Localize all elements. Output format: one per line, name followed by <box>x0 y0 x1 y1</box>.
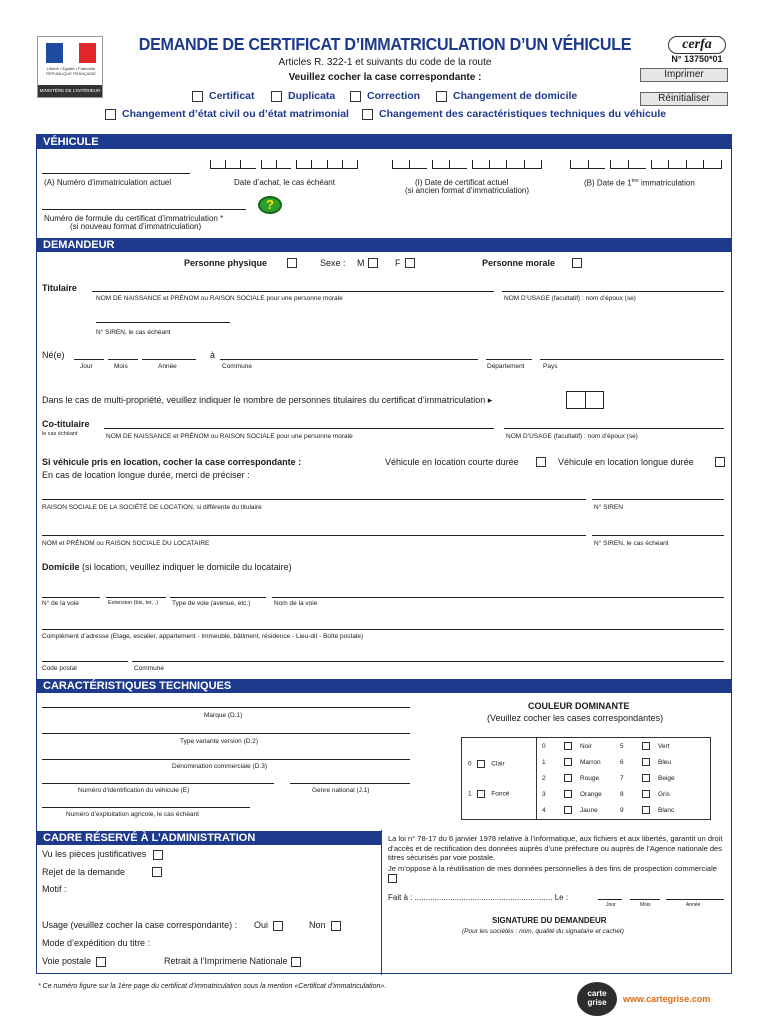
fait-jour-field[interactable] <box>598 892 622 900</box>
cerfa-number: N° 13750*01 <box>671 54 723 64</box>
numero-formule-field[interactable] <box>42 202 246 210</box>
pieces-checkbox[interactable] <box>153 850 163 860</box>
couleur-table <box>461 737 711 820</box>
label-marque: Marque (D.1) <box>204 712 243 719</box>
label-motif: Motif : <box>42 884 67 894</box>
label-non: Non <box>309 920 326 930</box>
nom-voie-field[interactable] <box>272 590 724 598</box>
label-titulaire-nom: NOM DE NAISSANCE et PRÉNOM ou RAISON SOCIALE pour une personne morale <box>96 295 343 302</box>
label-nom-voie: Nom de la voie <box>274 600 318 607</box>
color-row[interactable]: 1 Marron 6 Bleu <box>542 758 672 766</box>
color-row[interactable]: 4 Jaune 9 Blanc <box>542 806 675 814</box>
fait-mois-field[interactable] <box>630 892 660 900</box>
label-pieces: Vu les pièces justificatives <box>42 849 147 859</box>
label-cotitulaire: Co-titulaire <box>42 419 90 429</box>
label-mois: Mois <box>114 363 128 370</box>
label-annee: Année <box>158 363 177 370</box>
naissance-pays-field[interactable] <box>540 352 724 360</box>
label-personne-physique: Personne physique <box>184 258 268 268</box>
titulaire-usage-field[interactable] <box>502 284 724 292</box>
label-numero-formule-2: (si nouveau format d’immatriculation) <box>70 222 202 231</box>
label-multi-propriete: Dans le cas de multi-propriété, veuillez indiquer le nombre de personnes titulaires du certificat d’immatriculation ▸ <box>42 395 493 405</box>
cerfa-logo: cerfa <box>668 36 726 54</box>
fait-a: Fait à : .............................................................. Le : <box>388 893 569 902</box>
type-variante-field[interactable] <box>42 726 410 734</box>
checkbox <box>564 742 572 750</box>
option-correction[interactable]: Correction <box>350 90 420 102</box>
option-changement-caracteristiques[interactable]: Changement des caractéristiques techniques du véhicule <box>362 108 666 120</box>
label-date-achat: Date d’achat, le cas échéant <box>234 178 335 187</box>
label-pays: Pays <box>543 363 558 370</box>
checkbox <box>477 790 485 798</box>
label-usage: Usage (veuillez cocher la case correspondante) : <box>42 920 238 930</box>
label-locataire-siren: N° SIREN, le cas échéant <box>594 540 669 547</box>
sexe-f-checkbox[interactable] <box>405 258 415 268</box>
naissance-commune-field[interactable] <box>220 352 478 360</box>
complement-adresse-field[interactable] <box>42 622 724 630</box>
titulaire-nom-field[interactable] <box>92 284 494 292</box>
marque-field[interactable] <box>42 700 410 708</box>
label-cotitulaire-nom: NOM DE NAISSANCE et PRÉNOM ou RAISON SOCIALE pour une personne morale <box>106 433 353 440</box>
fait-annee-field[interactable] <box>666 892 724 900</box>
label-sexe-f: F <box>395 258 401 268</box>
reset-button[interactable]: Réinitialiser <box>640 92 728 106</box>
label-denomination: Dénomination commerciale (D.3) <box>172 763 268 770</box>
naissance-jour-field[interactable] <box>74 352 104 360</box>
section-vehicule-header: VÉHICULE <box>37 135 731 149</box>
label-date-certificat-1: (I) Date de certificat actuel <box>415 178 509 187</box>
print-button[interactable]: Imprimer <box>640 68 728 82</box>
form-instruction: Veuillez cocher la case correspondante : <box>288 72 482 83</box>
label-exploitation: Numéro d’exploitation agricole, le cas échéant <box>66 811 199 818</box>
label-genre: Genre national (J.1) <box>312 787 370 794</box>
label-vin: Numéro d’identification du véhicule (E) <box>78 787 190 794</box>
option-changement-domicile[interactable]: Changement de domicile <box>436 90 577 102</box>
help-icon[interactable]: ? <box>258 196 282 214</box>
option-certificat[interactable]: Certificat <box>192 90 255 102</box>
checkbox <box>564 790 572 798</box>
label-date-certificat-2: (si ancien format d’immatriculation) <box>405 186 530 195</box>
label-societe-siren: N° SIREN <box>594 504 623 511</box>
checkbox <box>642 742 650 750</box>
date-premiere-immat-field[interactable] <box>570 160 722 174</box>
societe-location-field[interactable] <box>42 492 586 500</box>
sexe-m-checkbox[interactable] <box>368 258 378 268</box>
titulaire-siren-field[interactable] <box>96 315 230 323</box>
label-titulaire-usage: NOM D’USAGE (facultatif) : nom d’époux (se) <box>504 295 636 302</box>
couleur-grid <box>542 742 702 822</box>
label-rejet: Rejet de la demande <box>42 867 126 877</box>
logo-motto: Liberté • Égalité • Fraternité RÉPUBLIQUE FRANÇAISE <box>46 66 96 76</box>
usage-non-checkbox[interactable] <box>331 921 341 931</box>
label-domicile: Domicile (si location, veuillez indiquer le domicile du locataire) <box>42 562 292 572</box>
couleur-subtitle: (Veuillez cocher les cases correspondantes) <box>487 713 664 723</box>
legal-text: La loi n° 78-17 du 6 janvier 1978 relative à l’informatique, aux fichiers et aux libertés, garantit un droit d’accès et de rectification des données auprès d’une préfecture ou auprès de l’Agence nationale des titres sécurisés par voie postale. <box>388 834 723 862</box>
label-fait-annee: Année <box>686 902 701 908</box>
label-departement: Département <box>487 363 525 370</box>
personne-physique-checkbox[interactable] <box>287 258 297 268</box>
label-mode-expedition: Mode d’expédition du titre : <box>42 938 151 948</box>
locataire-siren-field[interactable] <box>592 528 724 536</box>
naissance-annee-field[interactable] <box>142 352 196 360</box>
section-admin-header: CADRE RÉSERVÉ À L’ADMINISTRATION <box>37 831 382 845</box>
color-row[interactable]: 3 Orange 8 Gris <box>542 790 670 798</box>
societe-siren-field[interactable] <box>592 492 724 500</box>
denomination-field[interactable] <box>42 752 410 760</box>
label-date-premiere-immat: (B) Date de 1ère immatriculation <box>584 178 695 188</box>
nombre-titulaires-field[interactable] <box>566 391 604 409</box>
type-voie-field[interactable] <box>170 590 266 598</box>
label-cotitulaire-cas: le cas échéant <box>42 431 78 437</box>
section-caracteristiques-header: CARACTÉRISTIQUES TECHNIQUES <box>37 679 731 693</box>
checkbox <box>477 760 485 768</box>
section-demandeur-header: DEMANDEUR <box>37 238 731 252</box>
label-sexe-m: M <box>357 258 365 268</box>
label-personne-morale: Personne morale <box>482 258 556 268</box>
label-preciser: En cas de location longue durée, merci de préciser : <box>42 470 250 480</box>
label-titulaire-siren: N° SIREN, le cas échéant <box>96 329 171 336</box>
label-fait-mois: Mois <box>640 902 651 908</box>
immatriculation-field[interactable] <box>42 166 190 174</box>
logo-ministry: MINISTÈRE DE L’INTÉRIEUR <box>38 85 102 97</box>
form-title: DEMANDE DE CERTIFICAT D’IMMATRICULATION D’UN VÉHICULE <box>138 34 632 54</box>
opposition-checkbox[interactable] <box>388 874 397 883</box>
vin-field[interactable] <box>42 776 274 784</box>
label-a: à <box>210 350 216 360</box>
color-row[interactable]: 0 Noir 5 Vert <box>542 742 670 750</box>
label-type-variante: Type variante version (D.2) <box>180 738 259 745</box>
footer-note: * Ce numéro figure sur la 1ère page du certificat d’immatriculation sous la mention «Certificat d’immatriculation». <box>38 983 387 990</box>
checkbox <box>642 790 650 798</box>
genre-field[interactable] <box>290 776 410 784</box>
option-duplicata[interactable]: Duplicata <box>271 90 335 102</box>
checkbox[interactable] <box>362 109 373 120</box>
exploitation-field[interactable] <box>42 800 250 808</box>
website-link[interactable]: www.cartegrise.com <box>623 994 711 1004</box>
checkbox <box>564 774 572 782</box>
checkbox <box>564 806 572 814</box>
num-voie-field[interactable] <box>42 590 100 598</box>
label-titulaire: Titulaire <box>42 283 77 293</box>
location-courte-checkbox[interactable] <box>536 457 546 467</box>
voie-postale-checkbox[interactable] <box>96 957 106 967</box>
label-code-postal: Code postal <box>42 665 77 672</box>
label-oui: Oui <box>254 920 269 930</box>
label-societe-location: RAISON SOCIALE DE LA SOCIÉTÉ DE LOCATION, si différente du titulaire <box>42 504 262 511</box>
location-longue-checkbox[interactable] <box>715 457 725 467</box>
carte-grise-logo: carte grise <box>577 982 617 1016</box>
tone-0[interactable]: 0 Clair <box>468 760 505 768</box>
label-commune: Commune <box>222 363 252 370</box>
cotitulaire-usage-field[interactable] <box>504 421 724 429</box>
label-locataire-nom: NOM et PRÉNOM ou RAISON SOCIALE DU LOCATAIRE <box>42 540 210 547</box>
rejet-checkbox[interactable] <box>152 867 162 877</box>
code-postal-field[interactable] <box>42 654 128 662</box>
date-certificat-field[interactable] <box>392 160 542 174</box>
signature-title: SIGNATURE DU DEMANDEUR <box>492 916 607 925</box>
usage-oui-checkbox[interactable] <box>273 921 283 931</box>
option-changement-etat-civil[interactable]: Changement d’état civil ou d’état matrimonial <box>105 108 349 120</box>
extension-field[interactable] <box>106 590 166 598</box>
checkbox[interactable] <box>436 91 447 102</box>
retrait-checkbox[interactable] <box>291 957 301 967</box>
checkbox[interactable] <box>271 91 282 102</box>
label-retrait: Retrait à l’Imprimerie Nationale <box>164 956 288 966</box>
checkbox <box>642 774 650 782</box>
label-extension: Extension (bis, ter, .) <box>108 600 159 606</box>
label-location-courte: Véhicule en location courte durée <box>385 457 519 467</box>
french-flag-icon <box>46 43 96 63</box>
checkbox[interactable] <box>105 109 116 120</box>
label-location: Si véhicule pris en location, cocher la case correspondante : <box>42 457 302 467</box>
personne-morale-checkbox[interactable] <box>572 258 582 268</box>
locataire-nom-field[interactable] <box>42 528 586 536</box>
cotitulaire-nom-field[interactable] <box>104 421 494 429</box>
label-voie-postale: Voie postale <box>42 956 92 966</box>
label-cotitulaire-usage: NOM D’USAGE (facultatif) : nom d’époux (se) <box>506 433 638 440</box>
naissance-mois-field[interactable] <box>108 352 138 360</box>
label-numero-formule-1: Numéro de formule du certificat d’immatriculation * <box>44 214 224 223</box>
label-fait-jour: Jour <box>606 902 616 908</box>
opposition-text: Je m’oppose à la réutilisation de mes données personnelles à des fins de prospection commerciale <box>388 864 726 883</box>
tone-1[interactable]: 1 Foncé <box>468 790 510 798</box>
label-location-longue: Véhicule en location longue durée <box>558 457 694 467</box>
naissance-departement-field[interactable] <box>486 352 532 360</box>
label-jour: Jour <box>80 363 93 370</box>
label-domicile-commune: Commune <box>134 665 164 672</box>
checkbox[interactable] <box>350 91 361 102</box>
label-sexe: Sexe : <box>320 258 346 268</box>
date-achat-field[interactable] <box>210 160 358 174</box>
checkbox[interactable] <box>192 91 203 102</box>
form-articles: Articles R. 322-1 et suivants du code de la route <box>278 57 492 68</box>
checkbox <box>642 806 650 814</box>
label-ne: Né(e) <box>42 350 65 360</box>
domicile-commune-field[interactable] <box>132 654 724 662</box>
label-complement-adresse: Complément d’adresse (Etage, escalier, appartement - Immeuble, bâtiment, résidence - Lieu-dit - Boîte postale) <box>42 633 364 640</box>
color-row[interactable]: 2 Rouge 7 Beige <box>542 774 675 782</box>
republique-francaise-logo <box>37 36 103 98</box>
label-num-voie: N° de la voie <box>42 600 79 607</box>
checkbox <box>642 758 650 766</box>
signature-note: (Pour les sociétés : nom, qualité du signataire et cachet) <box>462 928 624 935</box>
checkbox <box>564 758 572 766</box>
label-immatriculation: (A) Numéro d’immatriculation actuel <box>44 178 172 187</box>
couleur-title: COULEUR DOMINANTE <box>528 701 630 711</box>
label-type-voie: Type de voie (avenue, etc.) <box>172 600 251 607</box>
